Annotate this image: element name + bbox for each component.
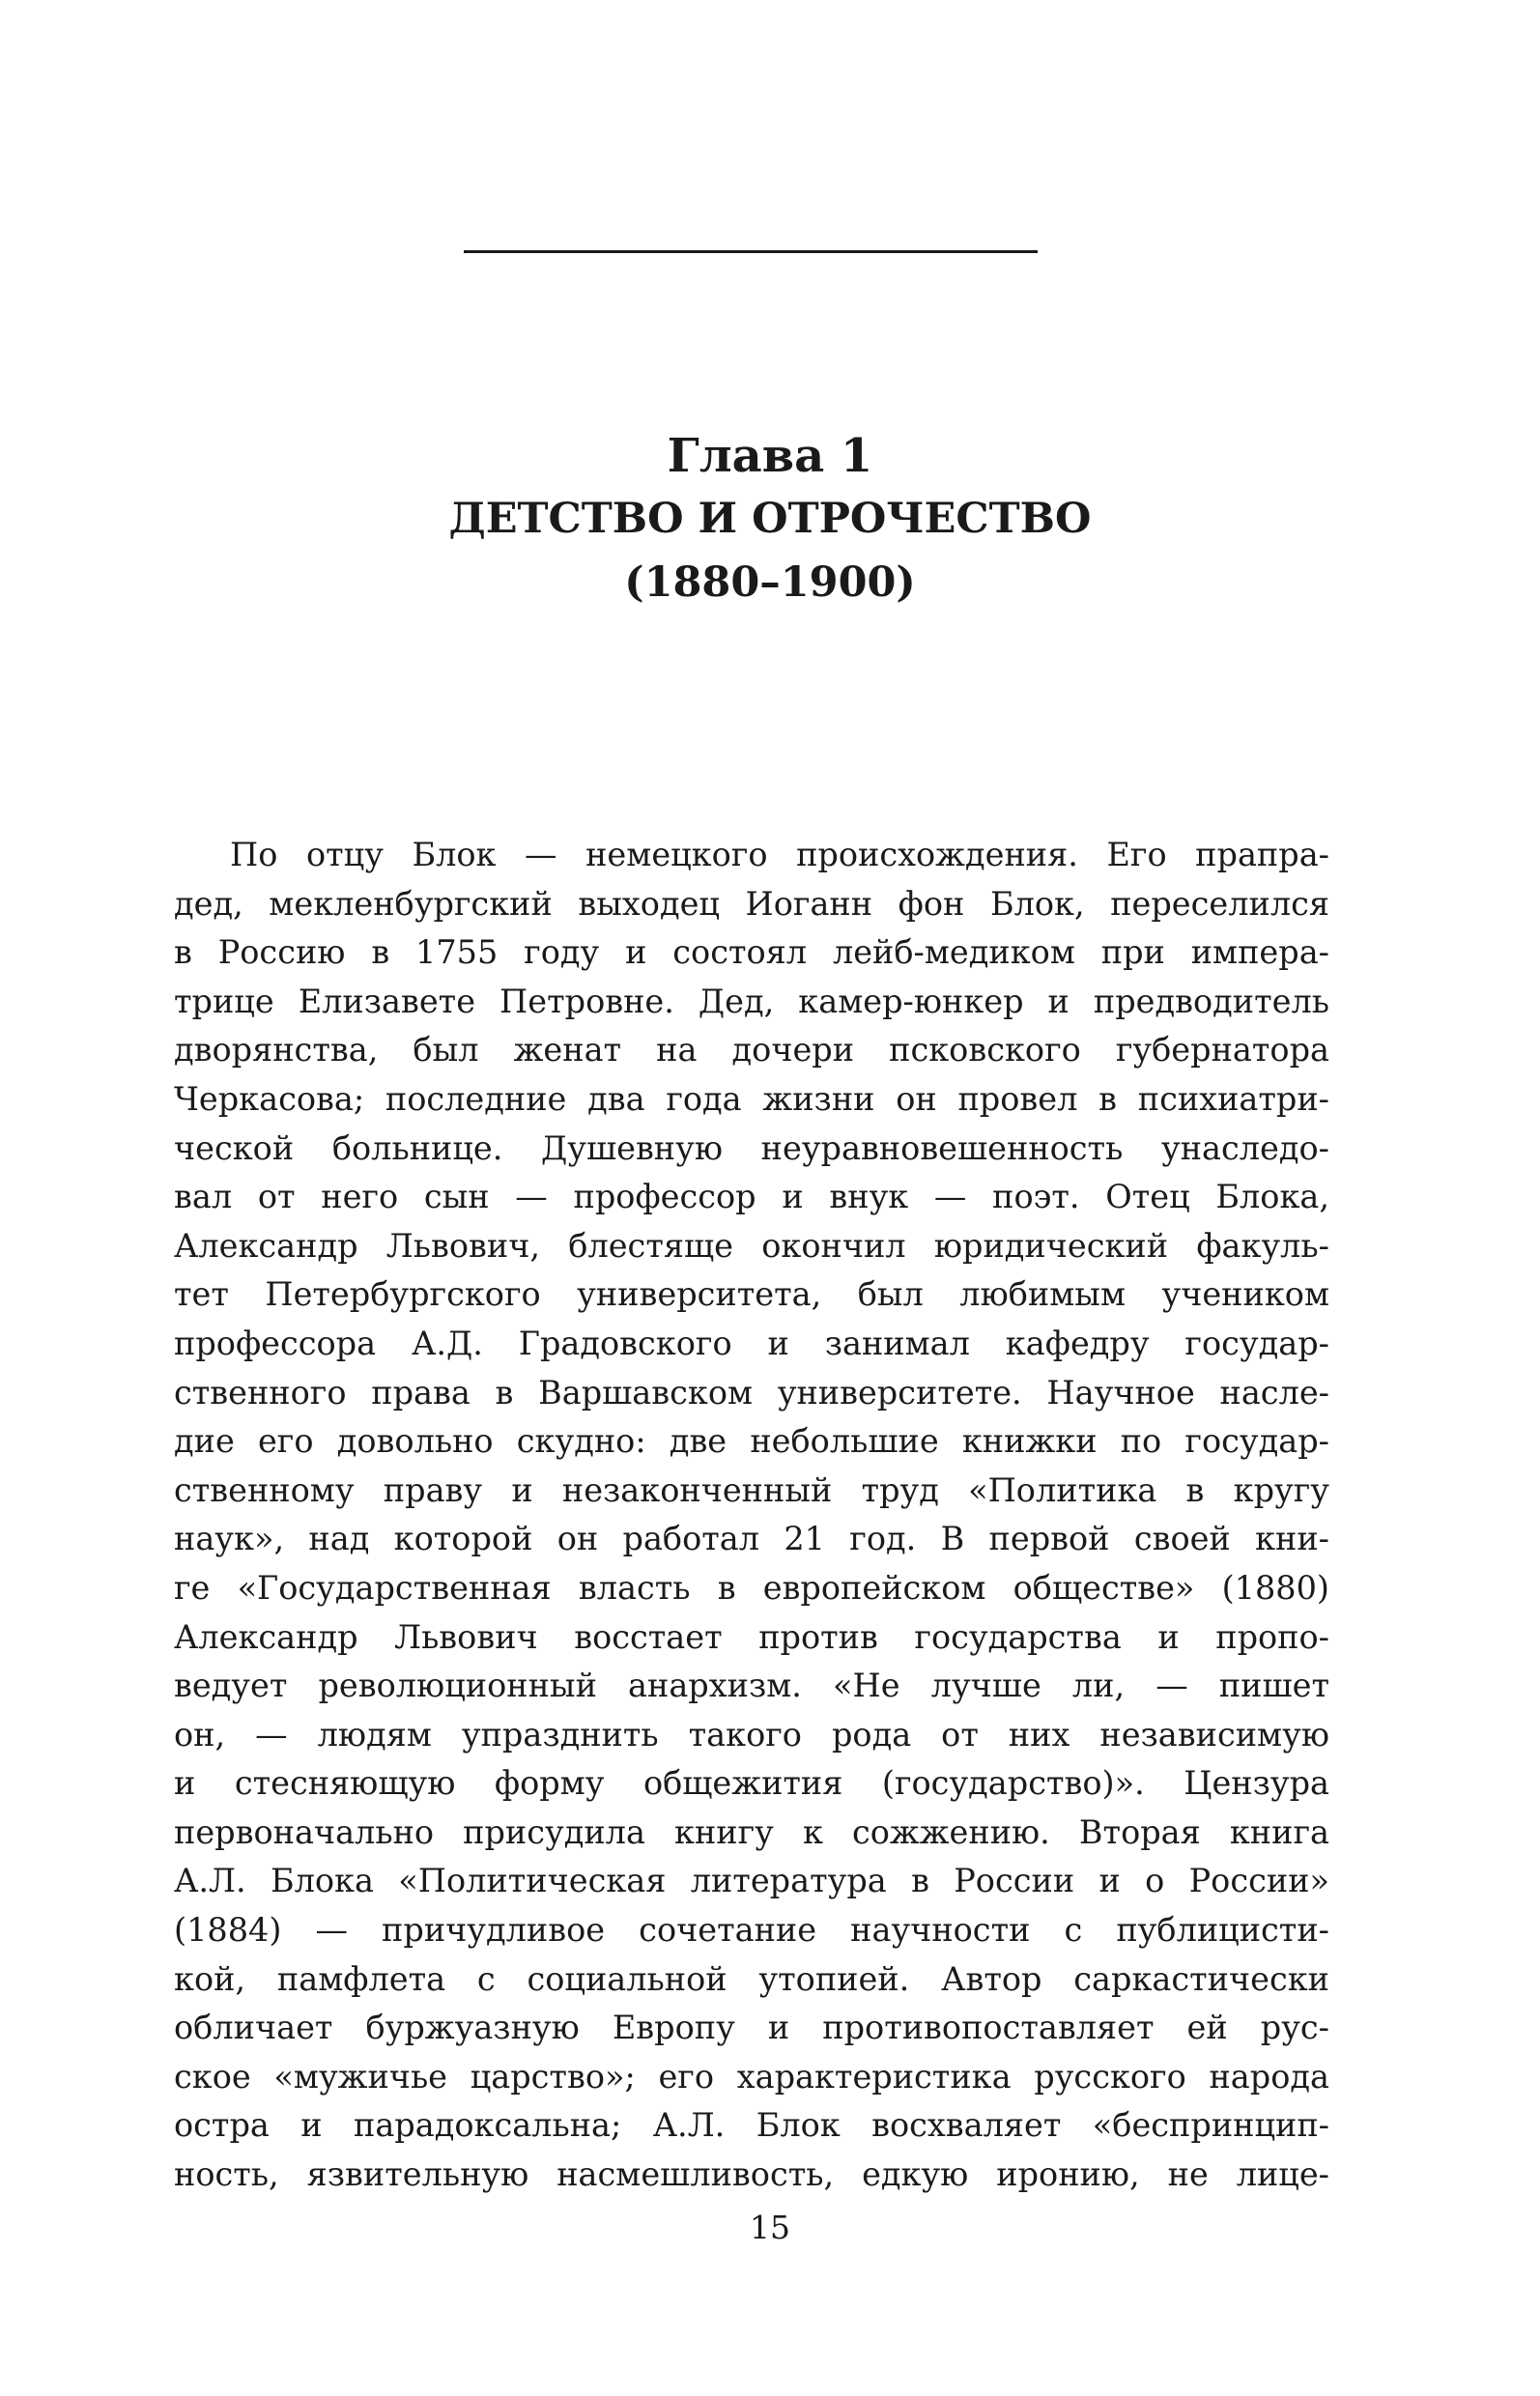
text-line: Александр Львович восстает против государства и пропо- xyxy=(174,1617,1329,1656)
text-line: ге «Государственная власть в европейском обществе» (1880) xyxy=(174,1568,1329,1607)
text-line: (1884) — причудливое сочетание научности с публицисти- xyxy=(174,1911,1329,1950)
text-line: ческой больнице. Душевную неуравновешенность унаследо- xyxy=(174,1128,1329,1167)
text-line: А.Л. Блока «Политическая литература в России и о России» xyxy=(174,1862,1329,1900)
body-paragraph xyxy=(174,831,1329,2200)
text-line: Александр Львович, блестяще окончил юридический факуль- xyxy=(174,1226,1329,1265)
text-line: наук», над которой он работал 21 год. В первой своей кни- xyxy=(174,1520,1329,1558)
text-line: тет Петербургского университета, был любимым учеником xyxy=(174,1275,1329,1314)
text-line: ственного права в Варшавском университете. Научное насле- xyxy=(174,1373,1329,1412)
text-line: он, — людям упразднить такого рода от них независимую xyxy=(174,1715,1329,1754)
text-line: остра и парадоксальна; А.Л. Блок восхваляет «беспринцип- xyxy=(174,2106,1329,2145)
text-line: в Россию в 1755 году и состоял лейб-медиком при импера- xyxy=(174,933,1329,972)
text-line: ское «мужичье царство»; его характеристика русского народа xyxy=(174,2057,1329,2096)
text-line: дед, мекленбургский выходец Иоганн фон Блок, переселился xyxy=(174,884,1329,923)
text-line: первоначально присудила книгу к сожжению. Вторая книга xyxy=(174,1812,1329,1851)
page-number: 15 xyxy=(750,2209,790,2246)
text-line: ведует революционный анархизм. «Не лучше ли, — пишет xyxy=(174,1667,1329,1705)
top-rule xyxy=(464,250,1038,253)
text-line: кой, памфлета с социальной утопией. Автор саркастически xyxy=(174,1959,1329,1998)
chapter-number: Глава 1 xyxy=(667,429,873,483)
text-line: трице Елизавете Петровне. Дед, камер-юнкер и предводитель xyxy=(174,982,1329,1020)
text-line: профессора А.Д. Градовского и занимал кафедру государ- xyxy=(174,1324,1329,1362)
text-line: ность, язвительную насмешливость, едкую иронию, не лице- xyxy=(174,2155,1329,2194)
text-line: вал от него сын — профессор и внук — поэт. Отец Блока, xyxy=(174,1178,1329,1216)
text-line: дворянства, был женат на дочери псковского губернатора xyxy=(174,1031,1329,1070)
text-line: Черкасова; последние два года жизни он провел в психиатри- xyxy=(174,1079,1329,1118)
chapter-years: (1880–1900) xyxy=(624,558,916,607)
text-line: По отцу Блок — немецкого происхождения. Его прапра- xyxy=(230,836,1329,873)
text-line: и стесняющую форму общежития (государство)». Цензура xyxy=(174,1764,1329,1803)
text-line: дие его довольно скудно: две небольшие книжки по государ- xyxy=(174,1422,1329,1461)
text-line: обличает буржуазную Европу и противопоставляет ей рус- xyxy=(174,2009,1329,2047)
text-line: ственному праву и незаконченный труд «Политика в кругу xyxy=(174,1470,1329,1509)
chapter-title: ДЕТСТВО И ОТРОЧЕСТВО xyxy=(448,495,1092,543)
